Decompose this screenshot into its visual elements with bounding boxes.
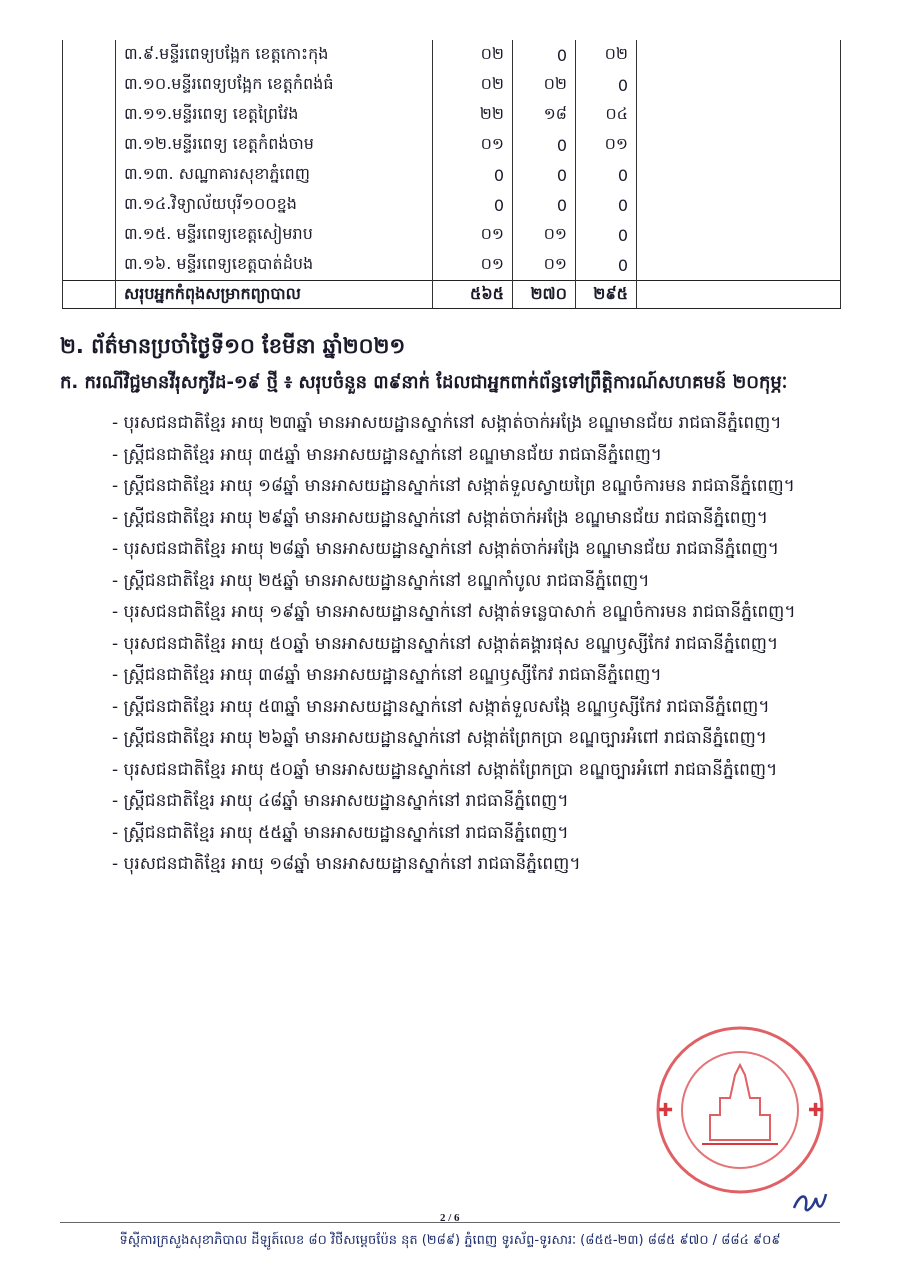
total-count: ០២: [433, 70, 513, 100]
count-col3: ០៤: [576, 100, 637, 130]
list-item: - បុរសជនជាតិខ្មែរ អាយុ ១៩ឆ្នាំ មានអាសយដ្ឋានស្នាក់នៅ សង្កាត់ទន្លេបាសាក់ ខណ្ឌចំការមន រាជធានីភ្នំពេញ។: [112, 602, 796, 622]
table-row: [63, 250, 841, 281]
list-item: - ស្ត្រីជនជាតិខ្មែរ អាយុ ៥៣ឆ្នាំ មានអាសយដ្ឋានស្នាក់នៅ សង្កាត់ទួលសង្កែ ខណ្ឌឫស្សីកែវ រាជធានីភ្នំពេញ។: [112, 696, 770, 717]
facility-name: ៣.១៣. សណ្ឋាគារសុខាភ្នំពេញ: [116, 160, 433, 190]
blank-cell: [637, 220, 841, 250]
facility-name: ៣.១១.មន្ទីរពេទ្យ ខេត្តព្រៃវែង: [116, 100, 433, 130]
facility-name: ៣.១០.មន្ទីរពេទ្យបង្អែក ខេត្តកំពង់ធំ: [116, 70, 433, 100]
table-row: [63, 130, 841, 160]
facility-name: ៣.១៤.វិទ្យាល័យបុរី១០០ខ្នង: [116, 190, 433, 220]
total-count: ២២: [433, 100, 513, 130]
count-col2: 0: [513, 190, 576, 220]
table-row: [63, 220, 841, 250]
cases-table: [62, 40, 841, 309]
count-col2: 0: [513, 130, 576, 160]
blank-cell: [637, 160, 841, 190]
total-count: ០២: [433, 40, 513, 70]
facility-name: ៣.៩.មន្ទីរពេទ្យបង្អែក ខេត្តកោះកុង: [116, 40, 433, 70]
blank-cell: [63, 250, 116, 281]
count-col3: 0: [576, 190, 637, 220]
total-count: ០១: [433, 130, 513, 160]
facility-name: ៣.១២.មន្ទីរពេទ្យ ខេត្តកំពង់ចាម: [116, 130, 433, 160]
count-col3: ០២: [576, 40, 637, 70]
blank-cell: [63, 130, 116, 160]
list-item: - បុរសជនជាតិខ្មែរ អាយុ ២៣ឆ្នាំ មានអាសយដ្ឋានស្នាក់នៅ សង្កាត់ចាក់អង្រែ ខណ្ឌមានជ័យ រាជធានីភ្នំពេញ។: [112, 413, 782, 433]
count-col3: 0: [576, 70, 637, 100]
blank-cell: [63, 40, 116, 70]
count-col2: 0: [513, 160, 576, 190]
count-col2: 0: [513, 40, 576, 70]
blank-cell: [63, 100, 116, 130]
count-col2: ០១: [513, 220, 576, 250]
count-col2: ០១: [513, 250, 576, 281]
total-count: 0: [433, 190, 513, 220]
blank-cell: [63, 281, 116, 309]
table-row: [63, 190, 841, 220]
blank-cell: [637, 250, 841, 281]
footer-address: ទីស្តីការក្រសួងសុខាភិបាល ដីឡូត៍លេខ ៨០ វិថីសម្តេចប៉ែន នុត (២៨៩) ភ្នំពេញ ទូរស័ព្ទ-ទូរសារៈ (៨៥៥-២៣) ៨៨៥ ៩៧០ / ៨៨៤ ៩០៩: [119, 1233, 781, 1248]
signature-icon: [790, 1188, 830, 1218]
facility-name: ៣.១៦. មន្ទីរពេទ្យខេត្តបាត់ដំបង: [116, 250, 433, 281]
blank-cell: [63, 160, 116, 190]
blank-cell: [637, 190, 841, 220]
count-col3: 0: [576, 220, 637, 250]
blank-cell: [637, 130, 841, 160]
official-seal-icon: [650, 1020, 830, 1200]
table-row: [63, 160, 841, 190]
list-item: - បុរសជនជាតិខ្មែរ អាយុ ៥០ឆ្នាំ មានអាសយដ្ឋានស្នាក់នៅ សង្កាត់គង្គារផុស ខណ្ឌឫស្សីកែវ រាជធានីភ្នំពេញ។: [112, 633, 779, 654]
list-item: - ស្ត្រីជនជាតិខ្មែរ អាយុ ៣៨ឆ្នាំ មានអាសយដ្ឋានស្នាក់នៅ ខណ្ឌឫស្សីកែវ រាជធានីភ្នំពេញ។: [112, 665, 662, 685]
list-item: - ស្ត្រីជនជាតិខ្មែរ អាយុ ៥៥ឆ្នាំ មានអាសយដ្ឋានស្នាក់នៅ រាជធានីភ្នំពេញ។: [112, 822, 569, 843]
total-row: [63, 281, 841, 309]
table-row: [63, 40, 841, 70]
table-row: [63, 100, 841, 130]
count-col3: ២៩៥: [576, 281, 637, 309]
total-count: ៥៦៥: [433, 281, 513, 309]
total-count: ០១: [433, 250, 513, 281]
page-number: 2 / 6: [440, 1212, 460, 1224]
count-col3: 0: [576, 250, 637, 281]
case-list: [112, 408, 842, 881]
list-item: - ស្ត្រីជនជាតិខ្មែរ អាយុ ៤៨ឆ្នាំ មានអាសយដ្ឋានស្នាក់នៅ រាជធានីភ្នំពេញ។: [112, 791, 569, 811]
list-item: - ស្ត្រីជនជាតិខ្មែរ អាយុ ២៩ឆ្នាំ មានអាសយដ្ឋានស្នាក់នៅ សង្កាត់ចាក់អង្រែ ខណ្ឌមានជ័យ រាជធានីភ្នំពេញ។: [112, 507, 768, 528]
list-item: - ស្ត្រីជនជាតិខ្មែរ អាយុ ២៦ឆ្នាំ មានអាសយដ្ឋានស្នាក់នៅ សង្កាត់ព្រែកប្រា ខណ្ឌច្បារអំពៅ រាជធានីភ្នំពេញ។: [112, 728, 767, 748]
list-item: - បុរសជនជាតិខ្មែរ អាយុ ២៨ឆ្នាំ មានអាសយដ្ឋានស្នាក់នៅ សង្កាត់ចាក់អង្រែ ខណ្ឌមានជ័យ រាជធានីភ្នំពេញ។: [112, 539, 780, 559]
facility-name: សរុបអ្នកកំពុងសម្រាកព្យាបាល: [116, 281, 433, 309]
count-col2: ១៨: [513, 100, 576, 130]
svg-text:✚: ✚: [658, 1100, 674, 1121]
total-count: 0: [433, 160, 513, 190]
blank-cell: [637, 100, 841, 130]
list-item: - ស្ត្រីជនជាតិខ្មែរ អាយុ ១៨ឆ្នាំ មានអាសយដ្ឋានស្នាក់នៅ សង្កាត់ទួលស្វាយព្រៃ ខណ្ឌចំការមន រាជធានីភ្នំពេញ។: [112, 476, 795, 496]
blank-cell: [63, 70, 116, 100]
count-col3: 0: [576, 160, 637, 190]
section-title: ២. ព័ត៌មានប្រចាំថ្ងៃទី១០ ខែមីនា ឆ្នាំ២០២១: [60, 334, 406, 358]
facility-name: ៣.១៥. មន្ទីរពេទ្យខេត្តសៀមរាប: [116, 220, 433, 250]
subsection-title: ក. ករណីវិជ្ជមានវីរុសកូវីដ-១៩ ថ្មី ៖ សរុបចំនួន ៣៩នាក់ ដែលជាអ្នកពាក់ព័ន្ធទៅព្រឹត្តិការណ៍សហគមន៍ ២០កុម្ភៈ: [60, 372, 788, 393]
blank-cell: [637, 281, 841, 309]
footer-divider: [60, 1222, 840, 1223]
count-col2: ២៧០: [513, 281, 576, 309]
list-item: - បុរសជនជាតិខ្មែរ អាយុ ១៨ឆ្នាំ មានអាសយដ្ឋានស្នាក់នៅ រាជធានីភ្នំពេញ។: [112, 854, 581, 874]
blank-cell: [637, 70, 841, 100]
blank-cell: [637, 40, 841, 70]
blank-cell: [63, 190, 116, 220]
list-item: - ស្ត្រីជនជាតិខ្មែរ អាយុ ៣៥ឆ្នាំ មានអាសយដ្ឋានស្នាក់នៅ ខណ្ឌមានជ័យ រាជធានីភ្នំពេញ។: [112, 444, 662, 465]
list-item: - បុរសជនជាតិខ្មែរ អាយុ ៥០ឆ្នាំ មានអាសយដ្ឋានស្នាក់នៅ សង្កាត់ព្រែកប្រា ខណ្ឌច្បារអំពៅ រាជធានីភ្នំពេញ។: [112, 759, 778, 780]
list-item: - ស្ត្រីជនជាតិខ្មែរ អាយុ ២៥ឆ្នាំ មានអាសយដ្ឋានស្នាក់នៅ ខណ្ឌកាំបូល រាជធានីភ្នំពេញ។: [112, 570, 650, 591]
count-col3: ០១: [576, 130, 637, 160]
count-col2: ០២: [513, 70, 576, 100]
total-count: ០១: [433, 220, 513, 250]
table-row: [63, 70, 841, 100]
blank-cell: [63, 220, 116, 250]
svg-text:✚: ✚: [808, 1100, 824, 1121]
